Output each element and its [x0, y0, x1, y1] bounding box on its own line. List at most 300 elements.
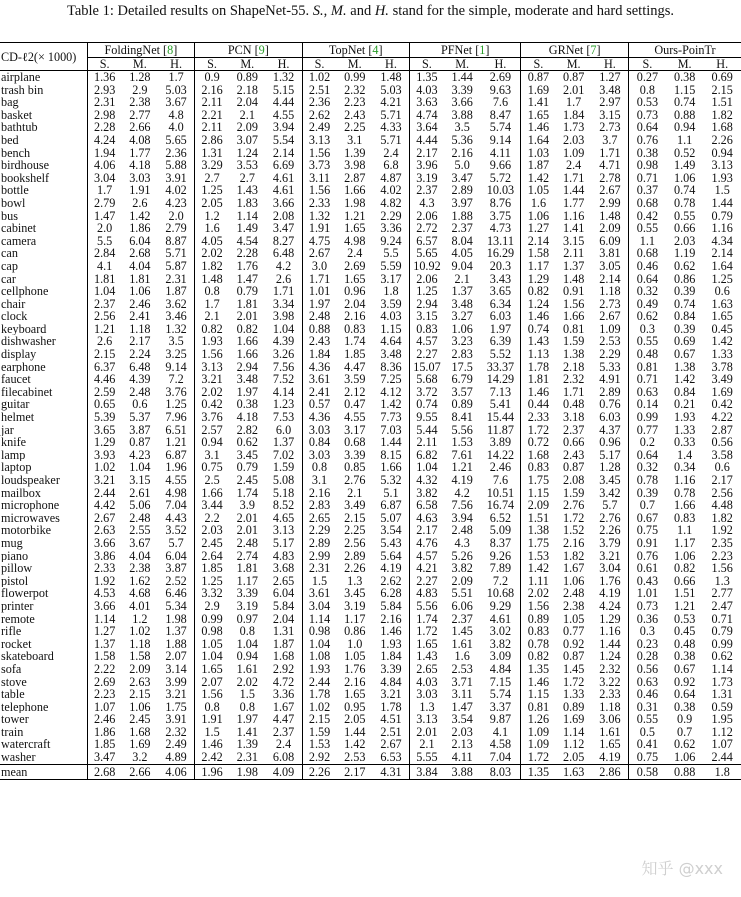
table-cell: 0.47 [344, 398, 366, 412]
table-cell: 5.71 [165, 247, 187, 260]
table-cell: 2.92 [302, 751, 336, 764]
table-cell: 0.77 [628, 424, 666, 437]
table-cell: 2.01 [236, 524, 258, 537]
table-cell: 0.79 [236, 285, 258, 298]
table-cell: 0.53 [628, 96, 666, 109]
table-cell: 1.65 [599, 738, 621, 752]
table-cell: 3.63 [409, 96, 443, 109]
table-cell: 5.36 [451, 133, 473, 147]
table-cell: 0.74 [673, 297, 696, 311]
category-label: washer [1, 751, 36, 765]
table-cell: 5.54 [272, 133, 295, 147]
table-cell: 2.21 [195, 109, 229, 122]
table-cell: 2.66 [129, 121, 151, 134]
table-cell: 2.47 [711, 599, 733, 613]
table-cell: 2.27 [409, 348, 443, 361]
table-cell: 0.87 [562, 650, 585, 663]
table-cell: 0.32 [628, 285, 666, 298]
table-cell: 2.09 [521, 499, 555, 512]
table-cell: 0.91 [628, 537, 666, 550]
table-cell: 1.8 [703, 764, 741, 779]
table-cell: 0.7 [677, 725, 693, 739]
table-cell: 2.31 [87, 96, 121, 109]
table-cell: 2.86 [592, 764, 629, 779]
category-label: birdhouse [1, 159, 50, 172]
table-cell: 1.17 [236, 574, 258, 588]
table-cell: 2.12 [344, 385, 366, 399]
table-cell: 2.46 [489, 461, 512, 474]
table-cell: 5.84 [272, 599, 295, 613]
table-cell: 2.03 [451, 725, 473, 739]
table-cell: 5.26 [451, 549, 473, 563]
table-cell: 0.27 [628, 71, 666, 84]
table-cell: 4.2 [454, 486, 470, 500]
table-cell: 1.97 [302, 298, 336, 311]
table-cell: 2.33 [302, 197, 336, 210]
table-cell: 1.87 [165, 285, 187, 298]
citation-link[interactable]: 8 [167, 43, 174, 57]
table-cell: 3.19 [236, 599, 258, 613]
table-cell: 2.56 [87, 310, 121, 323]
table-cell: 5.39 [87, 411, 121, 424]
table-row [0, 676, 741, 689]
table-cell: 0.21 [673, 398, 696, 412]
table-cell: 1.94 [87, 147, 121, 160]
table-cell: 7.89 [489, 562, 512, 575]
caption-hard: H. [374, 3, 389, 19]
table-cell: 2.17 [337, 764, 373, 779]
table-cell: 3.94 [451, 511, 473, 525]
table-cell: 0.86 [673, 272, 696, 286]
citation-link[interactable]: 1 [479, 43, 486, 57]
category-label: bench [1, 146, 31, 160]
table-cell: 0.78 [673, 196, 696, 210]
table-cell: 2.72 [409, 222, 443, 235]
table-cell: 4.61 [272, 171, 295, 185]
table-row [0, 285, 741, 298]
table-cell: 1.93 [711, 171, 733, 185]
table-cell: 2.01 [409, 726, 443, 739]
table-cell: 3.23 [451, 335, 473, 349]
table-cell: 10.51 [486, 486, 515, 500]
table-cell: 1.72 [562, 675, 585, 689]
table-cell: 1.68 [272, 650, 295, 663]
table-cell: 0.6 [714, 461, 730, 474]
table-cell: 4.57 [409, 550, 443, 563]
table-cell: 4.33 [380, 121, 402, 134]
table-cell: 1.05 [344, 650, 366, 663]
table-cell: 2.49 [302, 121, 336, 134]
table-cell: 1.83 [236, 196, 258, 210]
table-cell: 1.59 [272, 461, 295, 474]
table-cell: 1.81 [87, 273, 121, 286]
table-cell: 0.77 [562, 625, 585, 638]
table-cell: 5.41 [489, 398, 512, 412]
table-cell: 1.59 [562, 486, 585, 500]
table-cell: 2.99 [302, 550, 336, 563]
table-cell: 1.33 [673, 423, 696, 437]
table-cell: 3.98 [344, 159, 366, 172]
table-row [0, 71, 741, 84]
method-name: PCN [227, 43, 252, 57]
table-cell: 1.04 [87, 285, 121, 298]
table-cell: 0.76 [628, 134, 666, 147]
table-cell: 2.46 [87, 713, 121, 726]
table-cell: 3.04 [302, 600, 336, 613]
table-cell: 5.59 [380, 259, 402, 273]
table-cell: 3.32 [195, 587, 229, 600]
table-cell: 1.44 [344, 725, 366, 739]
category-label: lamp [1, 448, 26, 462]
table-cell: 0.39 [673, 322, 696, 336]
table-cell: 8.76 [489, 196, 512, 210]
category-label: microphone [1, 499, 60, 512]
table-row [0, 361, 741, 374]
table-cell: 7.6 [492, 474, 509, 487]
table-cell: 2.08 [272, 209, 295, 223]
table-cell: 3.68 [272, 562, 295, 575]
table-cell: 5.07 [380, 511, 402, 525]
table-cell: 4.24 [87, 134, 121, 147]
table-cell: 5.15 [272, 83, 295, 97]
table-cell: 3.66 [87, 537, 121, 550]
table-cell: 2.59 [87, 386, 121, 399]
table-cell: 2.25 [344, 121, 366, 134]
category-label: faucet [1, 373, 31, 386]
table-cell: 7.2 [492, 574, 509, 588]
method-name: Ours-PoinTr [654, 43, 716, 57]
table-cell: 7.25 [380, 373, 402, 386]
table-cell: 1.86 [129, 222, 151, 235]
category-label: earphone [1, 360, 46, 374]
table-cell: 2.53 [599, 335, 621, 349]
table-cell: 1.3 [347, 574, 363, 588]
table-cell: 3.07 [236, 133, 258, 147]
table-cell: 2.01 [562, 83, 585, 97]
table-cell: 2.09 [129, 662, 151, 676]
table-cell: 1.65 [344, 688, 366, 701]
table-cell: 2.02 [521, 587, 555, 600]
table-cell: 0.71 [628, 373, 666, 386]
table-cell: 7.6 [492, 96, 509, 109]
table-cell: 2.62 [380, 574, 402, 588]
table-cell: 6.34 [489, 297, 512, 311]
table-cell: 1.35 [521, 663, 555, 676]
table-cell: 0.64 [673, 688, 696, 701]
table-cell: 5.55 [409, 751, 443, 764]
table-row [0, 121, 741, 134]
table-cell: 8.15 [380, 448, 402, 462]
table-cell: 2.48 [236, 536, 258, 550]
table-cell: 1.68 [129, 725, 151, 739]
table-cell: 3.67 [165, 96, 187, 109]
table-cell: 0.87 [521, 71, 555, 84]
table-cell: 1.71 [562, 171, 585, 185]
table-cell: 1.04 [272, 322, 295, 336]
table-cell: 1.07 [711, 738, 733, 752]
table-cell: 1.04 [195, 650, 229, 663]
table-cell: 2.29 [380, 209, 402, 223]
citation-link[interactable]: 4 [372, 43, 379, 57]
table-cell: 1.65 [344, 272, 366, 286]
table-cell: 3.66 [87, 600, 121, 613]
table-cell: 1.15 [521, 688, 555, 701]
table-cell: 9.26 [489, 549, 512, 563]
table-cell: 0.38 [673, 70, 696, 84]
table-cell: 1.21 [673, 599, 696, 613]
setting-header: M. [229, 58, 265, 71]
table-cell: 3.48 [599, 83, 621, 97]
table-cell: 0.87 [562, 70, 585, 84]
table-cell: 4.36 [302, 361, 336, 374]
table-cell: 7.15 [489, 675, 512, 689]
table-cell: 2.14 [272, 146, 295, 160]
table-cell: 3.39 [344, 448, 366, 462]
table-cell: 5.44 [409, 424, 443, 437]
table-cell: 3.37 [489, 700, 512, 714]
table-cell: 2.28 [236, 247, 258, 260]
table-cell: 2.63 [129, 675, 151, 689]
table-cell: 2.45 [195, 537, 229, 550]
table-cell: 4.21 [380, 96, 402, 109]
table-cell: 2.51 [380, 725, 402, 739]
table-cell: 1.04 [302, 638, 336, 651]
table-cell: 1.37 [272, 436, 295, 449]
table-cell: 1.56 [562, 297, 585, 311]
table-cell: 0.89 [521, 613, 555, 626]
table-cell: 0.48 [673, 637, 696, 651]
table-cell: 0.72 [521, 436, 555, 449]
table-cell: 1.01 [628, 587, 666, 600]
category-label: bed [1, 133, 19, 147]
table-cell: 5.43 [380, 536, 402, 550]
table-cell: 1.5 [714, 184, 730, 197]
table-cell: 2.04 [344, 297, 366, 311]
table-cell: 2.07 [165, 650, 187, 663]
table-cell: 4.57 [409, 335, 443, 348]
table-cell: 1.62 [129, 574, 151, 588]
table-cell: 0.39 [673, 285, 696, 298]
table-cell: 0.79 [711, 625, 733, 638]
table-cell: 3.79 [599, 536, 621, 550]
table-cell: 0.66 [673, 222, 696, 235]
table-cell: 2.94 [409, 298, 443, 311]
table-cell: 1.49 [673, 159, 696, 172]
table-cell: 4.05 [195, 235, 229, 248]
table-cell: 2.4 [383, 146, 399, 160]
table-cell: 4.19 [599, 751, 621, 765]
table-cell: 4.75 [302, 235, 336, 248]
table-cell: 5.08 [272, 474, 295, 487]
table-cell: 2.56 [711, 486, 733, 500]
table-cell: 3.54 [380, 524, 402, 537]
table-cell: 3.1 [302, 474, 336, 487]
table-cell: 0.8 [239, 625, 255, 638]
table-cell: 2.36 [165, 146, 187, 160]
table-cell: 0.7 [628, 499, 666, 512]
table-cell: 3.48 [380, 348, 402, 361]
table-cell: 1.65 [521, 109, 555, 122]
table-cell: 0.71 [711, 612, 733, 626]
table-cell: 2.31 [165, 272, 187, 286]
table-cell: 2.43 [302, 335, 336, 348]
table-row [0, 323, 741, 336]
table-cell: 4.03 [409, 84, 443, 97]
table-cell: 1.36 [87, 71, 121, 84]
table-cell: 3.13 [409, 713, 443, 726]
table-cell: 0.94 [673, 121, 696, 134]
table-cell: 1.58 [129, 650, 151, 663]
citation-link[interactable]: 9 [258, 43, 265, 57]
table-cell: 2.98 [87, 109, 121, 122]
table-cell: 1.37 [451, 285, 473, 298]
table-cell: 2.79 [165, 222, 187, 235]
table-cell: 0.14 [628, 398, 666, 411]
table-cell: 2.15 [302, 713, 336, 726]
table-cell: 2.46 [129, 297, 151, 311]
table-cell: 3.5 [168, 335, 184, 349]
table-cell: 1.66 [236, 335, 258, 349]
table-cell: 1.81 [521, 373, 555, 386]
category-label: flowerpot [1, 587, 49, 600]
table-cell: 0.55 [628, 335, 666, 348]
table-cell: 2.32 [165, 725, 187, 739]
table-cell: 3.94 [272, 121, 295, 134]
table-row [0, 210, 741, 223]
table-cell: 4.46 [87, 373, 121, 386]
table-cell: 2.69 [87, 676, 121, 689]
results-table [0, 42, 741, 780]
table-cell: 1.21 [165, 436, 187, 449]
table-cell: 6.82 [409, 449, 443, 462]
table-cell: 3.89 [489, 436, 512, 449]
table-cell: 1.76 [236, 259, 258, 273]
table-cell: 3.48 [451, 297, 473, 311]
table-cell: 2.67 [87, 512, 121, 525]
table-cell: 2.35 [711, 536, 733, 550]
table-cell: 1.29 [521, 273, 555, 286]
table-cell: 3.43 [489, 272, 512, 286]
table-cell: 1.38 [673, 360, 696, 374]
category-label: jar [1, 423, 14, 437]
table-cell: 1.28 [129, 70, 151, 84]
table-cell: 0.38 [673, 700, 696, 714]
table-cell: 0.64 [628, 273, 666, 286]
table-cell: 2.33 [521, 411, 555, 424]
table-cell: 5.33 [599, 360, 621, 374]
caption-sep: , [323, 3, 331, 19]
table-row [0, 247, 741, 260]
category-label: bag [1, 96, 19, 109]
table-cell: 1.46 [521, 121, 555, 134]
table-cell: 0.92 [673, 675, 696, 689]
table-cell: 2.1 [239, 108, 255, 122]
table-cell: 0.64 [628, 449, 666, 462]
table-cell: 1.31 [711, 688, 733, 701]
table-cell: 33.37 [486, 360, 515, 374]
table-cell: 2.14 [521, 235, 555, 248]
table-cell: 6.39 [489, 335, 512, 349]
citation-link[interactable]: 7 [590, 43, 597, 57]
table-cell: 4.23 [165, 196, 187, 210]
table-cell: 2.24 [129, 348, 151, 361]
table-cell: 2.33 [87, 562, 121, 575]
category-label: airplane [1, 70, 41, 84]
table-cell: 4.63 [409, 512, 443, 525]
table-cell: 1.11 [521, 575, 555, 588]
table-row [0, 688, 741, 701]
table-cell: 1.97 [489, 322, 512, 336]
table-cell: 4.19 [380, 562, 402, 575]
table-cell: 0.92 [562, 637, 585, 651]
table-cell: 4.48 [711, 499, 733, 512]
table-cell: 0.52 [673, 146, 696, 160]
table-cell: 7.56 [451, 499, 473, 512]
table-cell: 0.98 [195, 625, 229, 638]
table-cell: 1.77 [129, 146, 151, 160]
table-cell: 0.8 [239, 700, 255, 714]
table-cell: 4.11 [489, 146, 511, 160]
caption-suffix: stand for the simple, moderate and hard settings. [388, 3, 675, 19]
table-cell: 1.71 [599, 146, 621, 160]
table-cell: 5.32 [380, 474, 402, 487]
table-cell: 0.61 [628, 562, 666, 575]
table-cell: 2.03 [562, 133, 585, 147]
table-cell: 2.15 [87, 348, 121, 361]
category-label: train [1, 725, 24, 739]
table-cell: 3.88 [451, 108, 473, 122]
table-cell: 2.7 [195, 172, 229, 185]
table-cell: 7.02 [272, 448, 295, 462]
table-cell: 1.74 [236, 486, 258, 500]
table-cell: 0.78 [673, 486, 696, 500]
table-cell: 3.34 [272, 297, 295, 311]
table-cell: 14.22 [486, 448, 515, 462]
table-cell: 1.06 [521, 210, 555, 223]
table-cell: 2.15 [711, 83, 733, 97]
table-cell: 3.52 [165, 524, 187, 537]
table-cell: 0.81 [628, 361, 666, 374]
table-cell: 1.46 [521, 386, 555, 399]
table-cell: 3.03 [129, 171, 151, 185]
table-cell: 13.11 [486, 234, 514, 248]
table-cell: 1.66 [673, 499, 696, 512]
table-cell: 0.62 [628, 310, 666, 323]
table-cell: 8.52 [272, 499, 295, 512]
table-cell: 3.59 [380, 297, 402, 311]
table-cell: 0.2 [628, 436, 666, 449]
table-cell: 4.1 [87, 260, 121, 273]
method-name: TopNet [328, 43, 366, 57]
caption-and: and [346, 3, 375, 19]
table-cell: 2.28 [87, 121, 121, 134]
table-cell: 2.17 [409, 524, 443, 537]
table-cell: 2.26 [344, 562, 366, 575]
table-cell: 5.52 [489, 348, 512, 361]
table-cell: 10.03 [486, 184, 515, 197]
table-cell: 1.37 [87, 638, 121, 651]
table-cell: 1.09 [521, 726, 555, 739]
method-header-row [0, 43, 741, 58]
table-cell: 1.42 [673, 373, 696, 386]
table-cell: 1.95 [711, 713, 733, 726]
table-cell: 0.74 [673, 96, 696, 109]
table-cell: 1.78 [380, 700, 402, 714]
table-cell: 4.37 [599, 423, 621, 437]
table-cell: 2.48 [562, 587, 585, 600]
table-cell: 5.34 [165, 599, 187, 613]
table-cell: 4.06 [87, 159, 121, 172]
